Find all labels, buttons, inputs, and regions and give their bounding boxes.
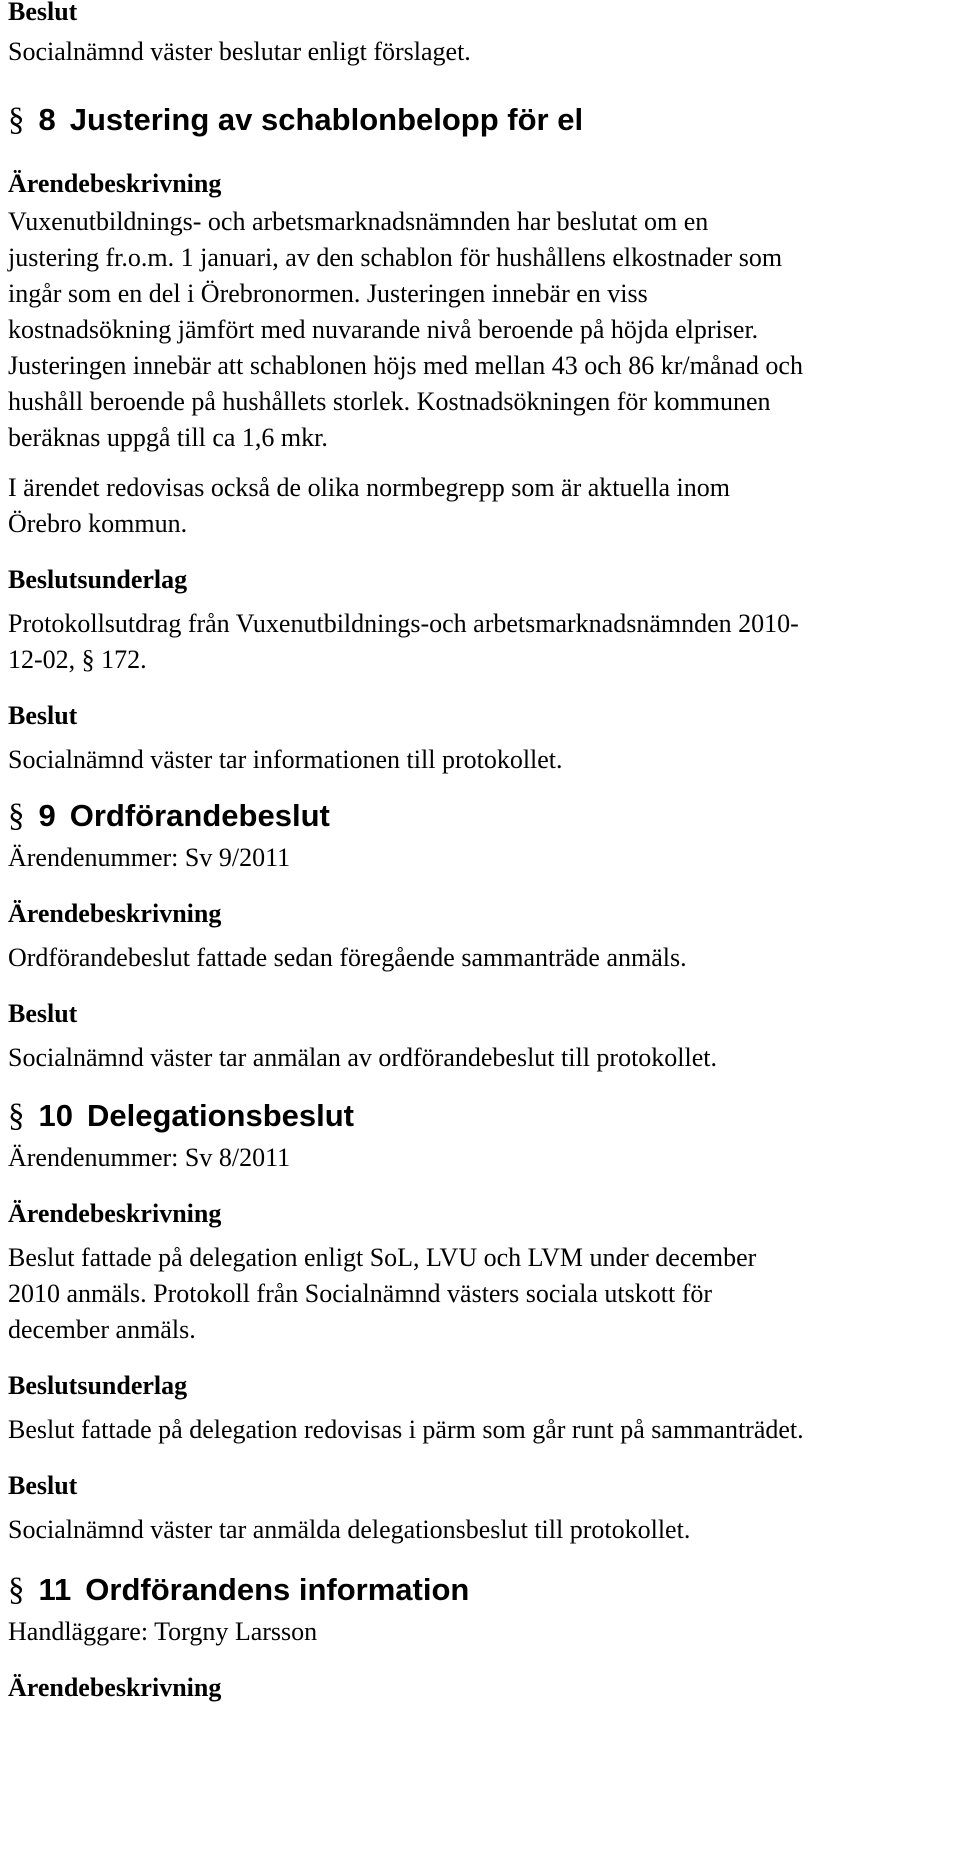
beslut-label: Beslut <box>8 701 78 730</box>
text-line: justering fr.o.m. 1 januari, av den schablon för hushållens elkostnader som <box>8 243 783 272</box>
section-10-heading <box>8 1096 960 1136</box>
arendebeskrivning-paragraph <box>8 204 960 456</box>
section-number: 8 <box>38 102 56 137</box>
text-line: Vuxenutbildnings- och arbetsmarknadsnämnden har beslutat om en <box>8 207 709 236</box>
text-line: 12-02, § 172. <box>8 645 147 674</box>
section-title: Delegationsbeslut <box>86 1098 354 1133</box>
text-line: hushåll beroende på hushållets storlek. Kostnadsökningen för kommunen <box>8 387 771 416</box>
section-number: 11 <box>38 1572 72 1607</box>
beslut-text: Socialnämnd väster tar informationen till protokollet. <box>8 745 563 774</box>
section-10 <box>8 1096 960 1548</box>
text-line: december anmäls. <box>8 1315 196 1344</box>
section-11 <box>8 1570 960 1706</box>
section-title: Justering av schablonbelopp för el <box>69 102 584 137</box>
arendenummer: Ärendenummer: Sv 9/2011 <box>8 843 291 872</box>
beslutsunderlag-label: Beslutsunderlag <box>8 1371 188 1400</box>
handlaggare: Handläggare: Torgny Larsson <box>8 1617 318 1646</box>
text-line: Beslut fattade på delegation enligt SoL, LVU och LVM under december <box>8 1243 757 1272</box>
section-8 <box>8 100 960 778</box>
section-9 <box>8 796 960 1076</box>
section-sign: § <box>8 1572 25 1608</box>
section-sign: § <box>8 798 25 834</box>
text-line: Protokollsutdrag från Vuxenutbildnings-och arbetsmarknadsnämnden 2010- <box>8 609 799 638</box>
arendenummer: Ärendenummer: Sv 8/2011 <box>8 1143 291 1172</box>
text-line: Justeringen innebär att schablonen höjs med mellan 43 och 86 kr/månad och <box>8 351 803 380</box>
beslutsunderlag-label: Beslutsunderlag <box>8 565 188 594</box>
text-line: Örebro kommun. <box>8 509 188 538</box>
beslutsunderlag-text: Beslut fattade på delegation redovisas i pärm som går runt på sammanträdet. <box>8 1415 804 1444</box>
arendebeskrivning-label: Ärendebeskrivning <box>8 1199 222 1228</box>
section-number: 10 <box>38 1098 73 1133</box>
beslut-text: Socialnämnd väster tar anmälda delegationsbeslut till protokollet. <box>8 1515 691 1544</box>
section-11-heading <box>8 1570 960 1610</box>
arendebeskrivning-text: Ordförandebeslut fattade sedan föregående sammanträde anmäls. <box>8 943 687 972</box>
section-8-heading <box>8 100 960 140</box>
intro-beslut-block <box>8 0 960 70</box>
text-line: beräknas uppgå till ca 1,6 mkr. <box>8 423 328 452</box>
text-line: ingår som en del i Örebronormen. Justeringen innebär en viss <box>8 279 648 308</box>
beslut-label: Beslut <box>8 999 78 1028</box>
section-sign: § <box>8 102 25 138</box>
beslut-label: Beslut <box>8 0 78 26</box>
text-line: kostnadsökning jämfört med nuvarande nivå beroende på höjda elpriser. <box>8 315 759 344</box>
beslut-label: Beslut <box>8 1471 78 1500</box>
section-9-heading <box>8 796 960 836</box>
arendebeskrivning-label: Ärendebeskrivning <box>8 1673 222 1702</box>
section-number: 9 <box>38 798 56 833</box>
beslut-text: Socialnämnd väster beslutar enligt förslaget. <box>8 37 471 66</box>
section-title: Ordförandens information <box>85 1572 470 1607</box>
beslut-text: Socialnämnd väster tar anmälan av ordförandebeslut till protokollet. <box>8 1043 718 1072</box>
text-line: 2010 anmäls. Protokoll från Socialnämnd västers sociala utskott för <box>8 1279 713 1308</box>
arendebeskrivning-label: Ärendebeskrivning <box>8 169 222 198</box>
beslutsunderlag-text <box>8 606 960 678</box>
section-title: Ordförandebeslut <box>69 798 330 833</box>
section-sign: § <box>8 1098 25 1134</box>
text-line: I ärendet redovisas också de olika normbegrepp som är aktuella inom <box>8 473 730 502</box>
arendebeskrivning-label: Ärendebeskrivning <box>8 899 222 928</box>
arendebeskrivning-paragraph-2 <box>8 470 960 542</box>
arendebeskrivning-paragraph <box>8 1240 960 1348</box>
